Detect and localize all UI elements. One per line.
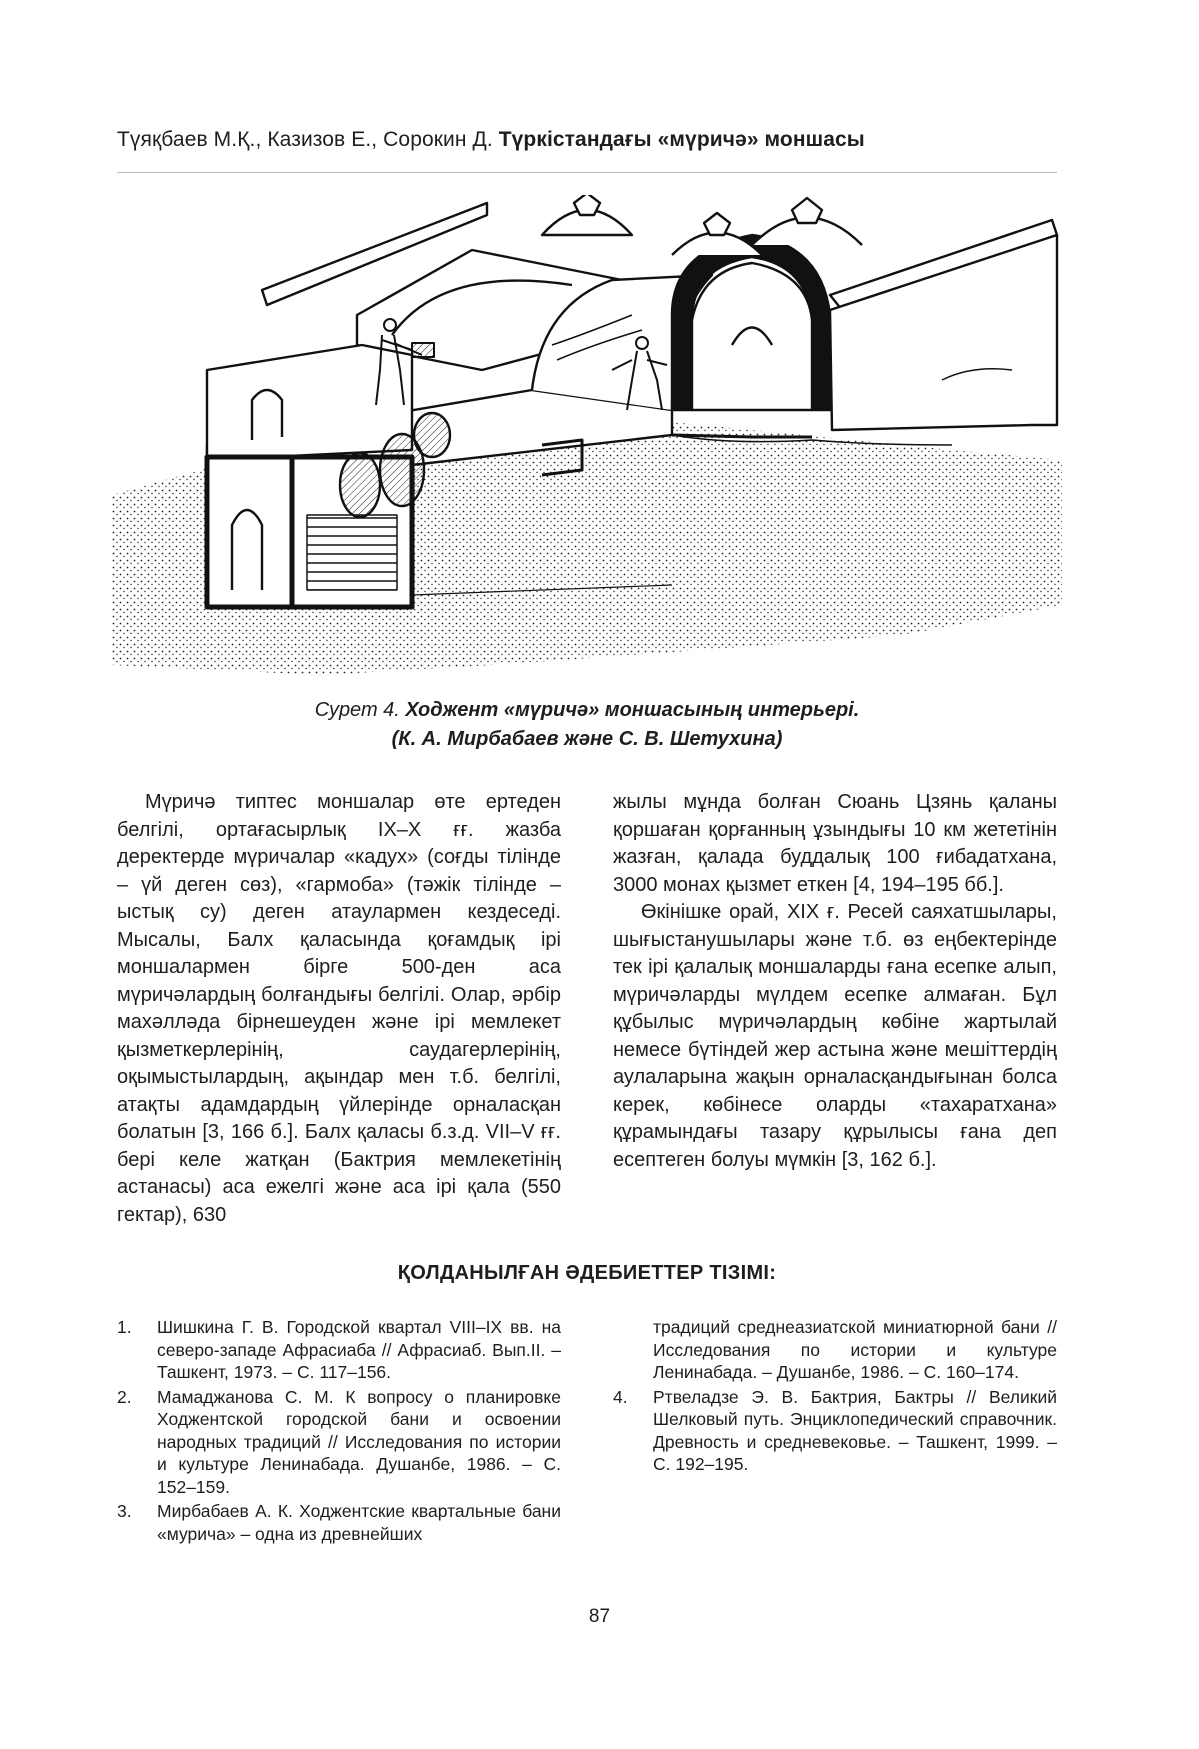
reference-text: Шишкина Г. В. Городской квартал VIII–IX вв. на северо-западе Афрасиаба // Афрасиаб. Вып.II. – Ташкент, 1973. – С. 117–156. xyxy=(157,1317,561,1382)
figure-caption xyxy=(117,696,1057,754)
reference-number: 2. xyxy=(117,1386,132,1407)
paragraph: Мүричә типтес моншалар өте ертеден белгілі, ортағасырлық IX–X ғғ. жазба деректерде мүричалар «кадух» (соғды тілінде – үй деген сөз), «гармоба» (тәжік тілінде – ыстық су) деген атаулармен кездеседі. Мысалы, Балх қаласында қоғамдық ірі моншалармен бірге 500-ден аса мүричәлардың болғандығы белгілі. Олар, әрбір махәлләда бірнешеуден және ірі мемлекет қызметкерлерінің, саудагерлерінің, оқымыстылардың, ақындар мен т.б. белгілі, атақты адамдардың үйлерінде орналасқан болатын [3, 166 б.]. Балх қаласы б.з.д. VII–V ғғ. бері келе жатқан (Бактрия мемлекетінің астанасы) аса ежелгі және аса ірі қала (550 гектар), 630 xyxy=(117,791,561,1226)
caption-credit: (К. А. Мирбабаев және С. В. Шетухина) xyxy=(391,728,783,750)
reference-number: 3. xyxy=(117,1501,132,1521)
paragraph: жылы мұнда болған Сюань Цзянь қаланы қоршаған қорғанның ұзындығы 10 км жететінін жазған, қалада буддалық 100 ғибадатхана, 3000 монах қызмет еткен [4, 194–195 бб.]. xyxy=(613,791,1057,896)
paragraph: Өкінішке орай, XIX ғ. Ресей саяхатшылары, шығыстанушылары және т.б. өз еңбектерінде тек ірі қалалық моншаларды ғана есепке алып, мүричәларды мүлдем есепке алмаған. Бұл құбылыс мүричәлардың көбіне жартылай немесе бүтіндей жер астына және мешіттердің аулаларына жақын орналасқандығынан болса керек, көбінесе оларды «тахаратхана» құрамындағы тазару құрылысы ғана деп есептеген болуы мүмкін [3, 162 б.]. xyxy=(613,901,1057,1171)
caption-title: Ходжент «мүричә» моншасының интерьері. xyxy=(405,699,860,721)
reference-item xyxy=(117,1316,561,1384)
reference-text-continued: традиций среднеазиатской миниатюрной бани // Исследования по истории и культуре Ленинабада. – Душанбе, 1986. – С. 160–174. xyxy=(653,1317,1057,1382)
reference-item xyxy=(117,1500,561,1545)
reference-text: Мамаджанова С. М. К вопросу о планировке Ходжентской городской бани и освоении народных традиций // Исследования по истории и культуре Ленинабада. Душанбе, 1986. – С. 152–159. xyxy=(157,1386,561,1497)
references-heading: ҚОЛДАНЫЛҒАН ӘДЕБИЕТТЕР ТІЗІМІ: xyxy=(397,1262,777,1284)
header-divider xyxy=(117,172,1057,173)
body-column-right xyxy=(613,789,1057,1174)
body-column-left xyxy=(117,789,561,1229)
header-authors: Түяқбаев М.Қ., Казизов Е., Сорокин Д. xyxy=(117,128,493,151)
references-column-right xyxy=(613,1316,1057,1478)
running-header xyxy=(117,128,1057,152)
header-title: Түркістандағы «мүричә» моншасы xyxy=(498,128,865,151)
reference-item xyxy=(613,1386,1057,1476)
page-number: 87 xyxy=(588,1606,611,1627)
bathhouse-interior-illustration xyxy=(112,195,1062,685)
reference-text: Мирбабаев А. К. Ходжентские квартальные бани «мурича» – одна из древнейших xyxy=(157,1501,561,1544)
caption-label: Сурет 4. xyxy=(314,699,400,721)
references-column-left xyxy=(117,1316,561,1547)
reference-number: 1. xyxy=(117,1317,132,1337)
reference-text: Ртвеладзе Э. В. Бактрия, Бактры // Великий Шелковый путь. Энциклопедический справочник. Древность и средневековье. – Ташкент, 1999. – С. 192–195. xyxy=(653,1386,1057,1474)
reference-item xyxy=(117,1386,561,1499)
reference-number: 4. xyxy=(613,1386,628,1407)
